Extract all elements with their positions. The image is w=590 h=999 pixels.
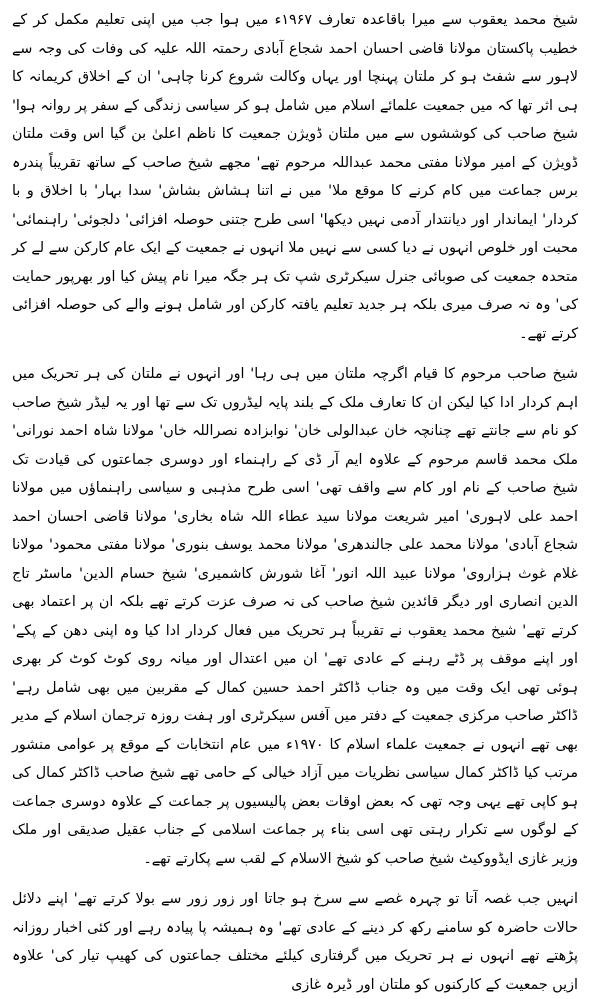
paragraph-3: انہیں جب غصہ آتا تو چہرہ غصے سے سرخ ہو جاتا اور زور زور سے بولا کرتے تھے' اپنے دلائل حالات حاضرہ کو سامنے رکھ کر دینے کے عادی تھے' وہ ہمیشہ پا پیادہ رہے اور کئی اخبار روزانہ پڑھتے تھے انہوں نے ہر تحریک میں گرفتاری کیلئے مختلف جماعتوں کی کھیپ تیار کی' علاوہ ازیں جمعیت کے کارکنوں کو ملتان اور ڈیرہ غازی xyxy=(12,891,578,993)
paragraph-2: شیخ صاحب مرحوم کا قیام اگرچہ ملتان میں ہی رہا' اور انہوں نے ملتان کی ہر تحریک میں اہم کردار ادا کیا لیکن ان کا تعارف ملک کے بلند پایہ لیڈروں تک سے تھا اور یہ لیڈر شیخ صاحب کو نام سے جانتے تھے چنانچہ خان عبدالولی خان' نوابزادہ نصراللہ خاں' مولانا شاہ احمد نورانی' ملک محمد قاسم مرحوم کے علاوہ ایم آر ڈی کے راہنماء اور دوسری جماعتوں کی قیادت تک شیخ صاحب کے نام اور کام سے واقف تھی' اسی طرح مذہبی و سیاسی راہنماؤں میں مولانا احمد علی لاہوری' امیر شریعت مولانا سید عطاء اللہ شاہ بخاری' مولانا قاضی احسان احمد شجاع آبادی' مولانا محمد علی جالندھری' مولانا محمد یوسف بنوری' مولانا مفتی محمود' مولانا غلام غوث ہزاروی' مولانا عبید اللہ انور' آغا شورش کاشمیری' شیخ حسام الدین' ماسٹر تاج الدین انصاری اور دیگر قائدین شیخ صاحب کی نہ صرف عزت کرتے تھے بلکہ ان پر اعتماد بھی کرتے تھے' شیخ محمد یعقوب نے تقریباً ہر تحریک میں فعال کردار ادا کیا وہ اپنی دھن کے پکے' اور اپنے موقف پر ڈٹے رہنے کے عادی تھے' ان میں اعتدال اور میانہ روی کوٹ کوٹ کر بھری ہوئی تھی ایک وقت میں وہ جناب ڈاکٹر احمد حسین کمال کے مقربین میں بھی شامل رہے' ڈاکٹر صاحب مرکزی جمعیت کے دفتر میں آفس سیکرٹری اور ہفت روزہ ترجمان اسلام کے مدیر بھی تھے انہوں نے جمعیت علماء اسلام کا ۱۹۷۰ء میں عام انتخابات کے موقع پر عوامی منشور مرتب کیا ڈاکٹر کمال سیاسی نظریات میں آزاد خیالی کے حامی تھے شیخ صاحب ڈاکٹر کمال کی ہو کاپی تھے یہی وجہ تھی کہ بعض اوقات بعض پالیسیوں پر جماعت کے علاوہ دوسری جماعت کے لوگوں سے تکرار رہتی تھی اسی بناء پر جماعت اسلامی کے جناب عقیل صدیقی اور ملک وزیر غازی ایڈووکیٹ شیخ صاحب کو شیخ الاسلام کے لقب سے پکارتے تھے۔ xyxy=(12,366,578,867)
paragraph-1: شیخ محمد یعقوب سے میرا باقاعدہ تعارف ۱۹۶۷ء میں ہوا جب میں اپنی تعلیم مکمل کر کے خطیب پاکستان مولانا قاضی احسان احمد شجاع آبادی رحمتہ اللہ علیہ کی وفات کی وجہ سے لاہور سے شفٹ ہو کر ملتان پہنچا اور یہاں وکالت شروع کرنا چاہی' ان کے اخلاق کریمانہ کا ہی اثر تھا کہ میں جمعیت علمائے اسلام میں شامل ہو کر سیاسی زندگی کے سفر پر روانہ ہوا' شیخ صاحب کی کوششوں سے میں ملتان ڈویژن جمعیت کا ناظم اعلیٰ بن گیا اس وقت ملتان ڈویژن کے امیر مولانا مفتی محمد عبداللہ مرحوم تھے' مجھے شیخ صاحب کے ساتھ تقریباً پندرہ برس جماعت میں کام کرنے کا موقع ملا' میں نے اتنا ہشاش بشاش' سدا بہار' با اخلاق و با کردار' ایماندار اور دیانتدار آدمی نہیں دیکھا' اسی طرح جتنی حوصلہ افزائی' دلجوئی' راہنمائی' محبت اور خلوص انہوں نے دیا کسی سے نہیں ملا انہوں نے جمعیت کے ایک عام کارکن سے لے کر متحدہ جمعیت کی صوبائی جنرل سیکرٹری شپ تک ہر جگہ میرا نام پیش کیا اور بھرپور حمایت کی' وہ نہ صرف میری بلکہ ہر جدید تعلیم یافتہ کارکن اور شامل ہونے والے کی حوصلہ افزائی کرتے تھے۔ xyxy=(12,12,579,342)
